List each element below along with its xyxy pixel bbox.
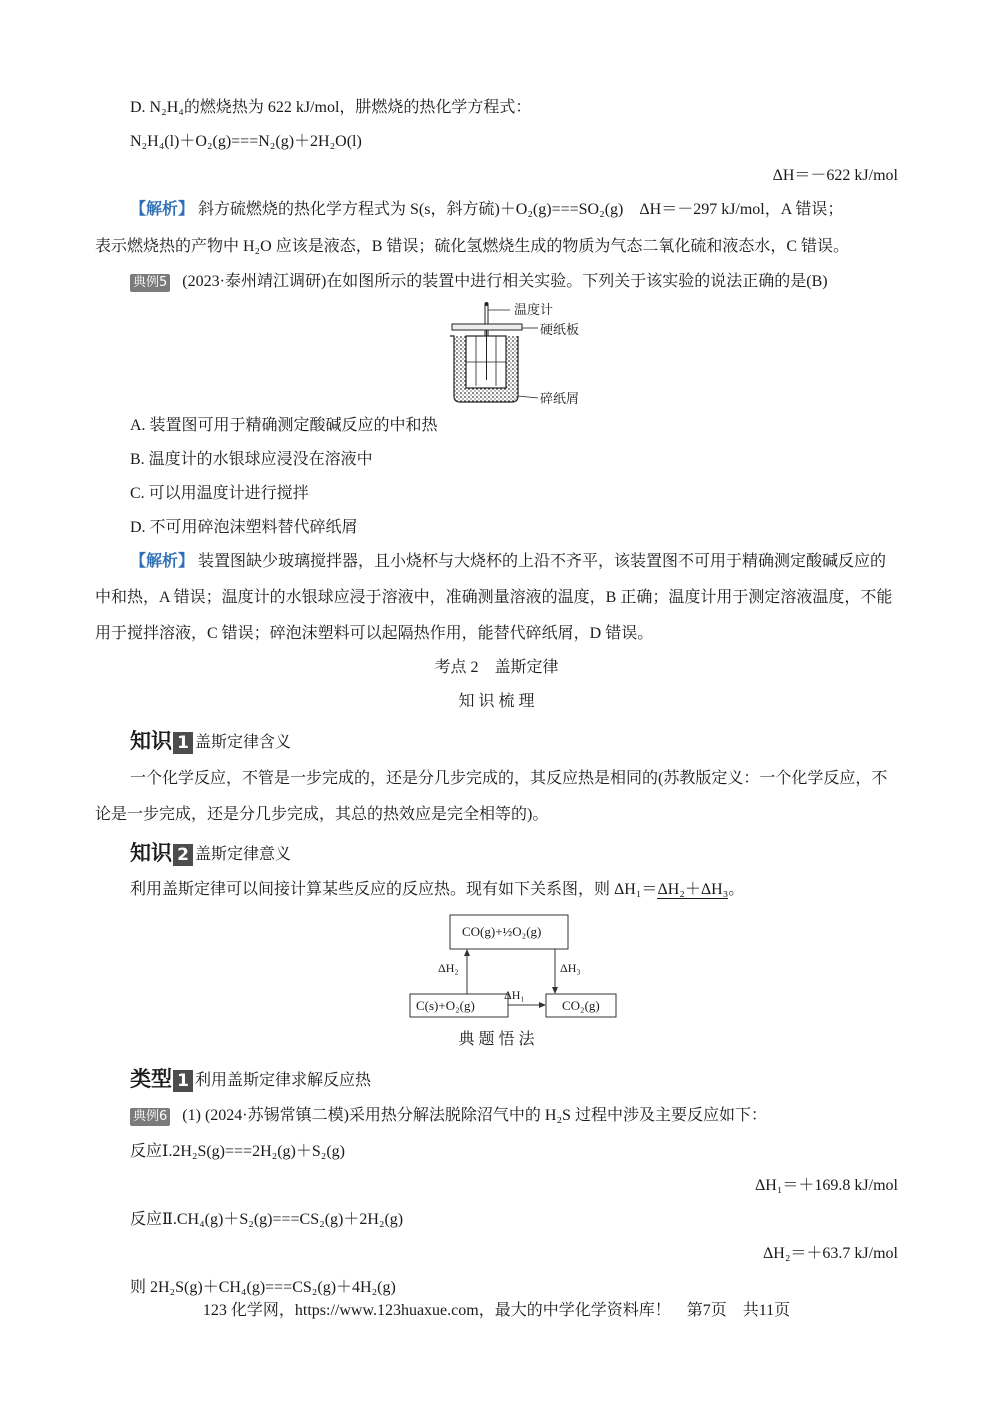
section-subtitle: 知 识 梳 理 [458, 693, 535, 710]
label-board: 硬纸板 [540, 322, 580, 337]
section-title: 考点 2 盖斯定律 [434, 659, 559, 676]
type-desc: 利用盖斯定律求解反应热 [195, 1072, 372, 1089]
analysis-2 [95, 544, 898, 652]
reaction-2-dh: ΔH₂＝＋63.7 kJ/mol [763, 1245, 898, 1262]
example-5-question [130, 270, 898, 294]
diagram-dh1: ΔH₁ [504, 988, 525, 1002]
reaction-1-dh: ΔH₁＝＋169.8 kJ/mol [755, 1177, 898, 1194]
knowledge-1-text: 一个化学反应，不管是一步完成的，还是分几步完成的，其反应热是相同的(苏教版定义：一个化学反应，不论是一步完成，还是分几步完成，其总的热效应是完全相等的)。 [95, 770, 888, 823]
type-label: 类型 [130, 1067, 172, 1091]
type-1-heading [130, 1066, 371, 1092]
question-text: (2023·泰州靖江调研)在如图所示的装置中进行相关实验。下列关于该实验的说法正确的是(B) [182, 273, 828, 290]
analysis-tag: 【解析】 [130, 553, 195, 570]
knowledge-2-sentence: 利用盖斯定律可以间接计算某些反应的反应热。现有如下关系图，则 ΔH₁＝ [130, 881, 658, 898]
option-c: C. 可以用温度计进行搅拌 [130, 485, 309, 502]
option-d-5: D. 不可用碎泡沫塑料替代碎纸屑 [130, 519, 358, 536]
diagram-left-box: C(s)+O₂(g) [416, 998, 475, 1013]
reaction-1: 反应Ⅰ.2H₂S(g)===2H₂(g)＋S₂(g) [130, 1143, 346, 1160]
delta-h-d: ΔH＝－622 kJ/mol [772, 167, 898, 184]
answer-blank: ΔH₂＋ΔH₃ [657, 881, 729, 898]
knowledge-number: 1 [173, 732, 193, 754]
knowledge-1-heading [130, 728, 291, 754]
knowledge-label: 知识 [130, 841, 172, 865]
knowledge-2-heading [130, 840, 291, 866]
label-thermometer: 温度计 [514, 302, 554, 317]
example-6-question [130, 1104, 898, 1128]
page-footer: 123 化学网，https://www.123huaxue.com，最大的中学化学资料库！ 第7页 共11页 [202, 1302, 791, 1319]
example-badge: 典例5 [130, 274, 170, 292]
diagram-dh2: ΔH₂ [438, 961, 459, 975]
analysis-1-line-2: 表示燃烧热的产物中 H₂O 应该是液态，B 错误；硫化氢燃烧生成的物质为气态二氧化硫和液态水，C 错误。 [95, 238, 850, 255]
analysis-text: 斜方硫燃烧的热化学方程式为 S(s，斜方硫)＋O₂(g)===SO₂(g) ΔH＝－297 kJ/mol，A 错误； [198, 201, 844, 218]
knowledge-desc: 盖斯定律意义 [195, 846, 292, 863]
diagram-right-box: CO₂(g) [562, 998, 600, 1013]
knowledge-number: 2 [173, 844, 193, 866]
label-scraps: 碎纸屑 [540, 391, 580, 406]
example-badge: 典例6 [130, 1108, 170, 1126]
option-a: A. 装置图可用于精确测定酸碱反应的中和热 [130, 417, 438, 434]
diagram-dh3: ΔH₃ [560, 961, 581, 975]
reaction-2: 反应Ⅱ.CH₄(g)＋S₂(g)===CS₂(g)＋2H₂(g) [130, 1211, 404, 1228]
sentence-end: 。 [728, 881, 745, 898]
analysis-tag: 【解析】 [130, 201, 195, 218]
equation-d: N₂H₄(l)＋O₂(g)===N₂(g)＋2H₂O(l) [130, 133, 362, 150]
diagram-top-box: CO(g)+½O₂(g) [462, 924, 542, 939]
analysis-text: 装置图缺少玻璃搅拌器，且小烧杯与大烧杯的上沿不齐平，该装置图不可用于精确测定酸碱反应的中和热，A 错误；温度计的水银球应浸于溶液中，准确测量溶液的温度，B 正确；温度计用于测定溶液温度，不能用于搅拌溶液，C 错误；碎泡沫塑料可以起隔热作用，能替代碎纸屑，D 错误。 [95, 553, 893, 642]
knowledge-label: 知识 [130, 729, 172, 753]
type-number: 1 [173, 1070, 193, 1092]
analysis-1-line-1 [130, 198, 898, 222]
option-d: D. N₂H₄的燃烧热为 622 kJ/mol，肼燃烧的热化学方程式： [130, 99, 532, 116]
question-text: (1) (2024·苏锡常镇二模)采用热分解法脱除沼气中的 H₂S 过程中涉及主要反应如下： [182, 1107, 767, 1124]
knowledge-desc: 盖斯定律含义 [195, 734, 292, 751]
methods-title: 典 题 悟 法 [458, 1031, 535, 1048]
knowledge-2-text [130, 878, 898, 902]
option-b: B. 温度计的水银球应浸没在溶液中 [130, 451, 373, 468]
overall-reaction: 则 2H₂S(g)＋CH₄(g)===CS₂(g)＋4H₂(g) [130, 1279, 396, 1296]
